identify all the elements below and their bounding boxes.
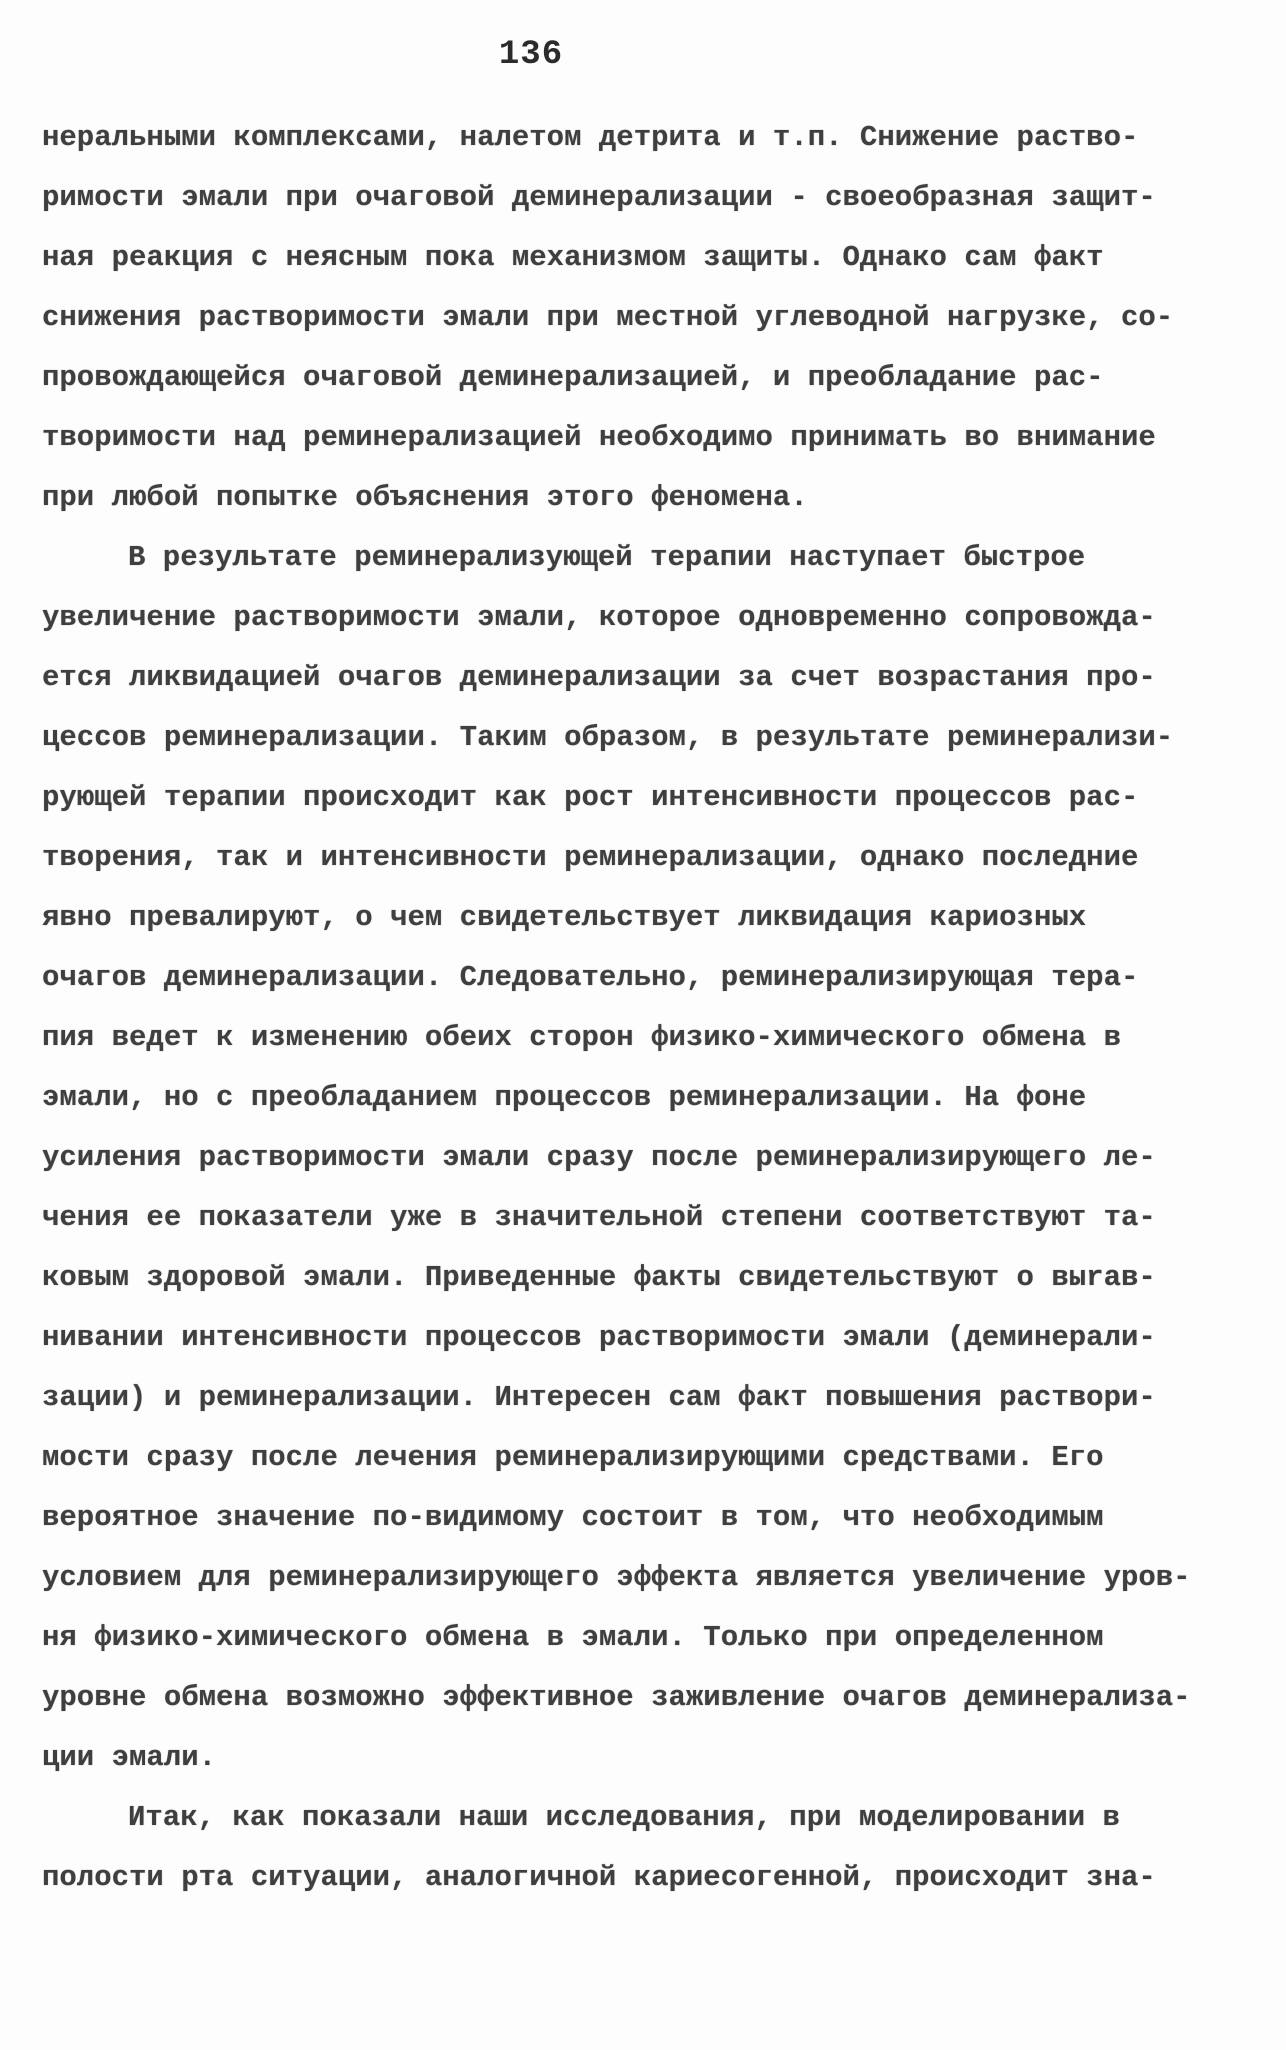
- text-line: ковым здоровой эмали. Приведенные факты свидетельствуют о выrав-: [42, 1261, 1156, 1294]
- text-line: при любой попытке объяснения этого феномена.: [42, 481, 808, 514]
- text-line: римости эмали при очаговой деминерализации - своеобразная защит-: [42, 181, 1156, 214]
- text-line: снижения растворимости эмали при местной углеводной нагрузке, со-: [42, 301, 1174, 334]
- text-line: очагов деминерализации. Следовательно, реминерализирующая тера-: [42, 961, 1139, 994]
- text-line: творимости над реминерализацией необходимо принимать во внимание: [42, 421, 1156, 454]
- text-line: цессов реминерализации. Таким образом, в результате реминерализи-: [42, 721, 1174, 754]
- text-line: зации) и реминерализации. Интересен сам факт повышения раствори-: [42, 1381, 1156, 1414]
- text-line: ня физико-химического обмена в эмали. Только при определенном: [42, 1621, 1104, 1654]
- page-number: 136: [498, 36, 564, 74]
- text-line: условием для реминерализирующего эффекта является увеличение уров-: [42, 1561, 1191, 1594]
- text-line: эмали, но с преобладанием процессов реминерализации. На фоне: [42, 1081, 1087, 1114]
- text-line: ции эмали.: [42, 1741, 217, 1774]
- text-line: чения ее показатели уже в значительной степени соответствуют та-: [42, 1201, 1156, 1234]
- text-line: полости рта ситуации, аналогичной кариесогенной, происходит зна-: [42, 1861, 1156, 1894]
- text-line: ная реакция с неясным пока механизмом защиты. Однако сам факт: [42, 241, 1104, 274]
- text-line: творения, так и интенсивности реминерализации, однако последние: [42, 841, 1139, 874]
- text-line: вероятное значение по-видимому состоит в том, что необходимым: [42, 1501, 1104, 1534]
- text-line: В результате реминерализующей терапии наступает быстрое: [128, 541, 1086, 574]
- text-line: нивании интенсивности процессов растворимости эмали (деминерали-: [42, 1321, 1156, 1354]
- text-line: провождающейся очаговой деминерализацией, и преобладание рас-: [42, 361, 1104, 394]
- paragraph-2: [42, 528, 1242, 1788]
- text-line: явно превалируют, о чем свидетельствует ликвидация кариозных: [42, 901, 1087, 934]
- text-line: Итак, как показали наши исследования, при моделировании в: [128, 1801, 1120, 1834]
- text-line: мости сразу после лечения реминерализирующими средствами. Его: [42, 1441, 1104, 1474]
- text-line: неральными комплексами, налетом детрита и т.п. Снижение раство-: [42, 121, 1139, 154]
- text-line: пия ведет к изменению обеих сторон физико-химического обмена в: [42, 1021, 1121, 1054]
- text-line: уровне обмена возможно эффективное заживление очагов деминерализа-: [42, 1681, 1191, 1714]
- text-line: усиления растворимости эмали сразу после реминерализирующего ле-: [42, 1141, 1156, 1174]
- paragraph-1: [42, 108, 1242, 528]
- body-text: [42, 108, 1242, 1908]
- paragraph-3: [42, 1788, 1242, 1908]
- text-line: рующей терапии происходит как рост интенсивности процессов рас-: [42, 781, 1139, 814]
- text-line: увеличение растворимости эмали, которое одновременно сопровожда-: [42, 601, 1156, 634]
- text-line: ется ликвидацией очагов деминерализации за счет возрастания про-: [42, 661, 1156, 694]
